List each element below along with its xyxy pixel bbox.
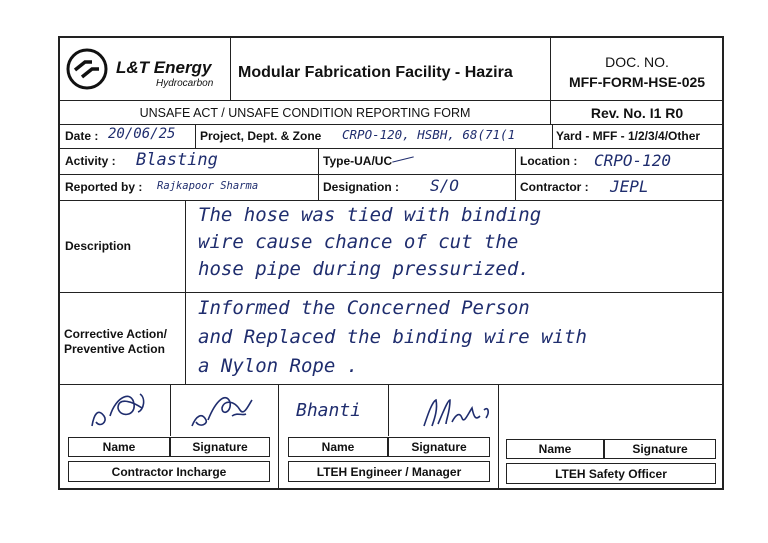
- date-divider: [195, 124, 196, 148]
- engineer-name-box: Name: [288, 437, 388, 457]
- doc-number: MFF-FORM-HSE-025: [568, 74, 706, 90]
- lt-logo-icon: [66, 48, 108, 90]
- activity-bottom-line: [60, 174, 724, 175]
- location-value: CRPO-120: [594, 151, 672, 170]
- contractor-name-box: Name: [68, 437, 170, 457]
- facility-title: Modular Fabrication Facility - Hazira: [238, 64, 513, 81]
- company-division: Hydrocarbon: [156, 78, 214, 89]
- corrective-bottom-line: [60, 384, 724, 385]
- project-divider: [552, 124, 553, 148]
- lteh-engineer-label: LTEH Engineer / Manager: [288, 461, 490, 482]
- contractor-name-signature-icon: [80, 386, 170, 434]
- date-label: Date :: [65, 129, 99, 143]
- activity-value: Blasting: [136, 150, 218, 170]
- type-label: Type-UA/UC: [323, 154, 393, 168]
- contractor-value: JEPL: [610, 177, 649, 196]
- corrective-line-2: and Replaced the binding wire with: [198, 326, 587, 348]
- project-label: Project, Dept. & Zone: [200, 129, 322, 143]
- description-line-1: The hose was tied with binding: [198, 204, 542, 226]
- revision-number: Rev. No. I1 R0: [590, 105, 684, 121]
- description-bottom-line: [60, 292, 724, 293]
- designation-label: Designation :: [323, 180, 400, 194]
- header-divider-1: [230, 38, 231, 100]
- type-strike-mark: [392, 156, 414, 162]
- yard-label: Yard - MFF - 1/2/3/4/Other: [556, 129, 701, 143]
- title-bottom-line: [60, 124, 724, 125]
- activity-label: Activity :: [65, 154, 116, 168]
- reported-label: Reported by :: [65, 180, 143, 194]
- corrective-line-1: Informed the Concerned Person: [198, 297, 530, 319]
- corrective-label-2: Preventive Action: [64, 342, 165, 356]
- reported-bottom-line: [60, 200, 724, 201]
- corrective-line-3: a Nylon Rope .: [198, 355, 359, 377]
- corrective-label-1: Corrective Action/: [64, 327, 167, 341]
- contractor-signature-icon: [182, 386, 272, 434]
- company-name: L&T Energy: [116, 58, 212, 77]
- location-label: Location :: [520, 154, 578, 168]
- project-value: CRPO-120, HSBH, 68(71(1: [342, 127, 516, 142]
- safety-signature-box: Signature: [604, 439, 716, 459]
- engineer-sign-divider: [388, 384, 389, 436]
- header-bottom-line: [60, 100, 724, 101]
- engineer-name-signature: Bhanti: [296, 400, 362, 421]
- date-bottom-line: [60, 148, 724, 149]
- reporting-form: [58, 36, 724, 490]
- safety-name-box: Name: [506, 439, 604, 459]
- reported-value: Rajkapoor Sharma: [157, 180, 259, 192]
- date-value: 20/06/25: [108, 126, 176, 142]
- description-line-3: hose pipe during pressurized.: [198, 258, 530, 280]
- lteh-safety-label: LTEH Safety Officer: [506, 463, 716, 484]
- contractor-sign-divider: [170, 384, 171, 436]
- form-title: UNSAFE ACT / UNSAFE CONDITION REPORTING FORM: [139, 106, 471, 120]
- doc-label: DOC. NO.: [605, 54, 669, 70]
- description-line-2: wire cause chance of cut the: [198, 231, 519, 253]
- signature-divider-1: [278, 384, 279, 490]
- description-label: Description: [65, 239, 132, 253]
- contractor-incharge-label: Contractor Incharge: [68, 461, 270, 482]
- designation-value: S/O: [430, 176, 459, 195]
- engineer-signature-box: Signature: [388, 437, 490, 457]
- engineer-signature-icon: [410, 390, 500, 434]
- contractor-label: Contractor :: [520, 180, 589, 194]
- contractor-signature-box: Signature: [170, 437, 270, 457]
